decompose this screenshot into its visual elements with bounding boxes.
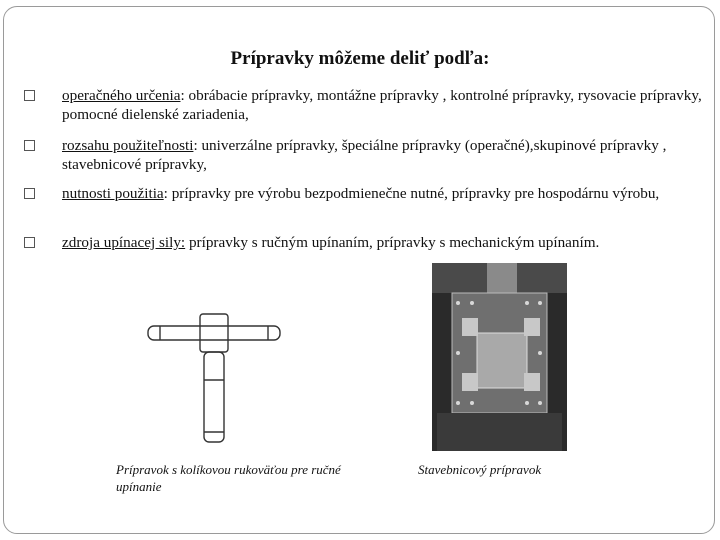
checkbox-bullet-icon — [24, 188, 35, 199]
bullet-text: : prípravky pre výrobu bezpodmienečne nutné, prípravky pre hospodárnu výrobu, — [163, 185, 660, 202]
checkbox-bullet-icon — [24, 140, 35, 151]
modular-fixture-photo — [432, 263, 567, 451]
bullet-text: : univerzálne prípravky, špeciálne prípravky (operačné),skupinové prípravky , stavebnicové prípravky, — [62, 137, 667, 173]
bullet-item — [24, 86, 704, 124]
bullet-item — [24, 233, 704, 252]
bullet-text: : obrábacie prípravky, montážne prípravky , kontrolné prípravky, rysovacie prípravky, pomocné dielenské zariadenia, — [62, 87, 702, 123]
bullet-text: prípravky s ručným upínaním, prípravky s mechanickým upínaním. — [185, 234, 600, 251]
caption-t-handle-pin: Prípravok s kolíkovou rukoväťou pre ručné upínanie — [116, 462, 341, 494]
bullet-item — [24, 136, 704, 174]
t-handle-pin-drawing — [140, 300, 300, 450]
bullet-term: operačného určenia — [62, 87, 181, 104]
bullet-term: zdroja upínacej sily: — [62, 234, 186, 251]
slide-title: Prípravky môžeme deliť podľa: — [230, 48, 490, 69]
bullet-term: nutnosti použitia — [62, 185, 164, 202]
checkbox-bullet-icon — [24, 237, 35, 248]
caption-modular-fixture: Stavebnicový prípravok — [418, 462, 542, 477]
bullet-term: rozsahu použiteľnosti — [62, 137, 194, 154]
bullet-item — [24, 184, 704, 203]
checkbox-bullet-icon — [24, 90, 35, 101]
